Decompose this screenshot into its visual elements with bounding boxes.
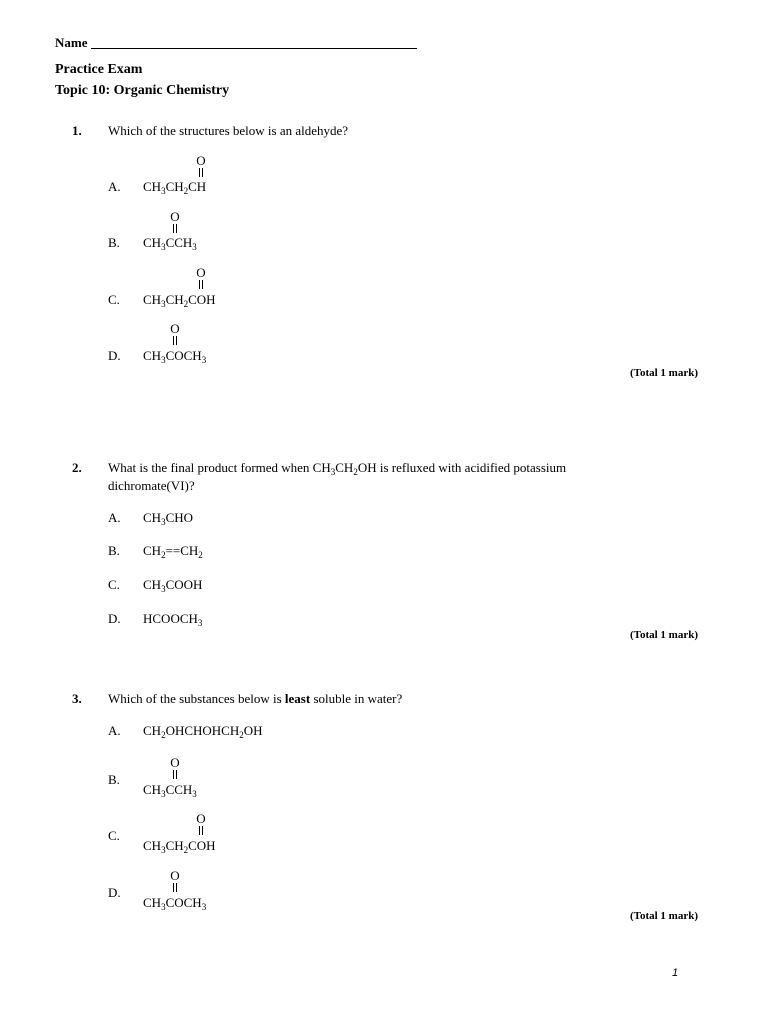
q1-option-c-formula: $CH_3CH_2COH$	[143, 292, 216, 309]
q3-option-a-letter: A.	[108, 723, 121, 738]
q1-option-b-letter: B.	[108, 235, 120, 250]
question-2-text: What is the final product formed when $CH_3CH_2OH$ is refluxed with acidified potassium	[108, 460, 567, 477]
page-number: 1	[672, 967, 679, 979]
q2-option-b-formula: $CH_2==CH_2$	[143, 543, 203, 560]
q2-option-c-letter: C.	[108, 577, 120, 592]
q1-option-d-formula: $CH_3COCH_3$	[143, 348, 207, 365]
q3-option-c-formula: $CH_3CH_2COH$	[143, 838, 216, 855]
q1-option-b-carbonyl: O	[170, 210, 180, 233]
question-2-number: 2.	[72, 460, 82, 475]
q1-option-d-carbonyl: O	[170, 322, 180, 345]
q2-option-a-formula: $CH_3CHO$	[143, 510, 194, 527]
q2-total-mark: (Total 1 mark)	[629, 629, 698, 641]
question-3-number: 3.	[72, 691, 82, 706]
q3-option-c-carbonyl: O	[196, 812, 206, 835]
q3-option-c-letter: C.	[108, 828, 120, 843]
q1-option-b-formula: $CH_3CCH_3$	[143, 235, 197, 252]
question-1-number: 1.	[72, 123, 82, 138]
q3-option-b-carbonyl: O	[170, 756, 180, 779]
q3-option-b-letter: B.	[108, 772, 120, 787]
q3-total-mark: (Total 1 mark)	[629, 910, 698, 922]
q2-option-d-formula: $HCOOCH_3$	[143, 611, 203, 628]
q2-option-a-letter: A.	[108, 510, 121, 525]
q3-option-d-carbonyl: O	[170, 869, 180, 892]
topic-title: Topic 10: Organic Chemistry	[55, 83, 230, 98]
name-field-line[interactable]	[91, 48, 417, 49]
q3-option-d-formula: $CH_3COCH_3$	[143, 895, 207, 912]
q2-option-d-letter: D.	[108, 611, 121, 626]
q1-option-a-formula: $CH_3CH_2CH$	[143, 179, 207, 196]
q1-option-c-letter: C.	[108, 292, 120, 307]
q1-option-d-letter: D.	[108, 348, 121, 363]
name-label: Name	[55, 35, 88, 50]
question-2-text-line-2: dichromate(VI)?	[108, 478, 195, 493]
q2-option-b-letter: B.	[108, 543, 120, 558]
question-3-text: Which of the substances below is least soluble in water?	[108, 691, 403, 706]
exam-title: Practice Exam	[55, 62, 143, 77]
q1-option-a-carbonyl: O	[196, 154, 206, 177]
q1-option-c-carbonyl: O	[196, 266, 206, 289]
q3-option-a-formula: $CH_2OHCHOHCH_2OH$	[143, 723, 263, 740]
q1-total-mark: (Total 1 mark)	[629, 367, 698, 379]
question-1-text: Which of the structures below is an aldehyde?	[108, 123, 349, 138]
q1-option-a-letter: A.	[108, 179, 121, 194]
q2-option-c-formula: $CH_3COOH$	[143, 577, 203, 594]
q3-option-d-letter: D.	[108, 885, 121, 900]
q3-option-b-formula: $CH_3CCH_3$	[143, 782, 197, 799]
